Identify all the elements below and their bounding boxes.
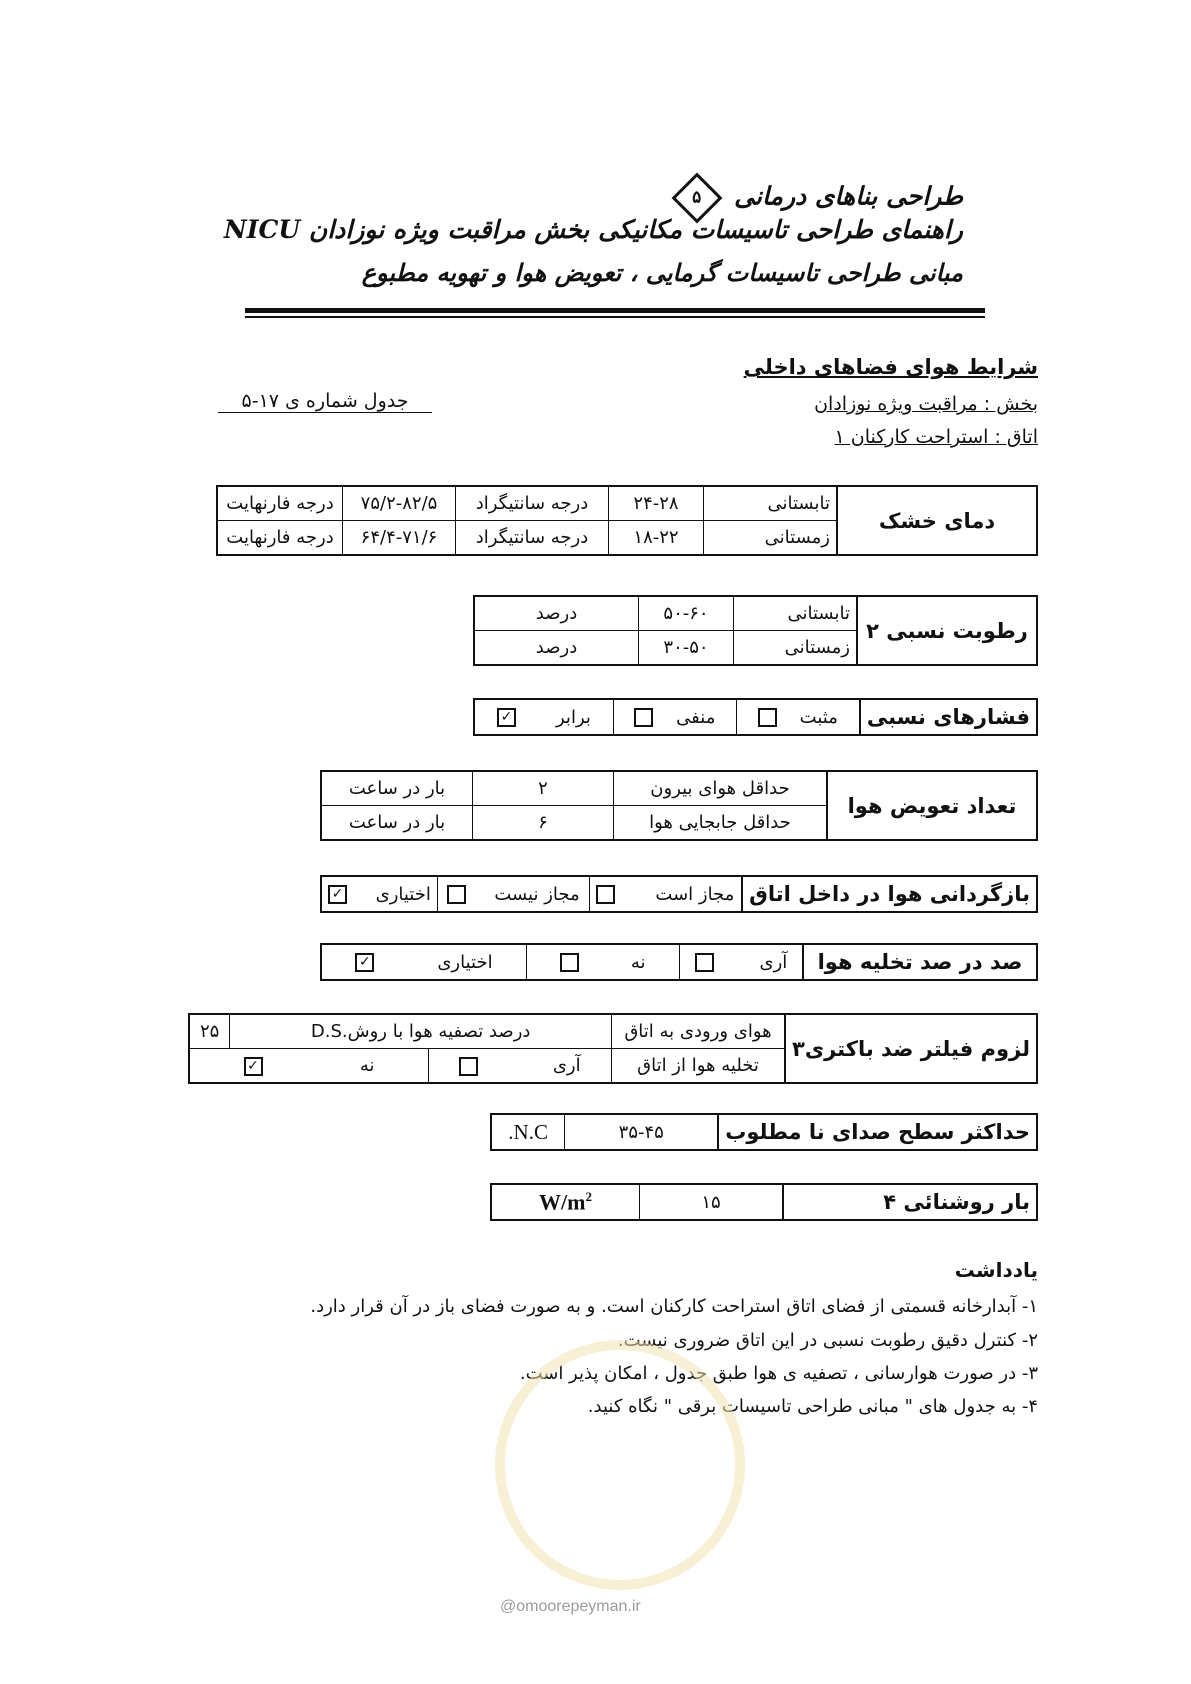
- header-divider-thin: [245, 316, 985, 318]
- summer-celsius: ۲۴-۲۸: [609, 486, 704, 521]
- dry-temp-label: دمای خشک: [837, 486, 1037, 555]
- recirculation-label: بازگردانی هوا در داخل اتاق: [742, 876, 1037, 912]
- noise-unit: N.C.: [491, 1114, 565, 1150]
- filter-label: لزوم فیلتر ضد باکتری۳: [785, 1014, 1037, 1083]
- noise-label: حداکثر سطح صدای نا مطلوب: [718, 1114, 1037, 1150]
- per-hour-unit: بار در ساعت: [321, 806, 473, 841]
- exhaust-option-optional: اختیاری ✓: [321, 944, 527, 980]
- watermark-text: @omoorepeyman.ir: [500, 1598, 641, 1615]
- summer-label: تابستانی: [734, 596, 858, 631]
- min-air-exchange-value: ۶: [473, 806, 614, 841]
- checkbox-not-allowed[interactable]: [447, 885, 466, 904]
- room-label: اتاق : استراحت کارکنان ۱: [834, 426, 1038, 448]
- chapter-badge: ۵: [672, 173, 723, 224]
- filtration-percent: ۲۵: [189, 1014, 230, 1049]
- pressure-option-negative: منفی: [613, 699, 736, 735]
- checkbox-filter-no[interactable]: ✓: [244, 1057, 263, 1076]
- summer-fahrenheit: ۷۵/۲-۸۲/۵: [343, 486, 456, 521]
- indoor-conditions-title: شرایط هوای فضاهای داخلی: [743, 355, 1038, 379]
- winter-label: زمستانی: [704, 521, 838, 556]
- filter-option-no: نه ✓: [189, 1049, 429, 1084]
- department-label: بخش : مراقبت ویژه نوزادان: [814, 393, 1038, 415]
- winter-label: زمستانی: [734, 631, 858, 666]
- min-air-exchange: حداقل جابجایی هوا: [614, 806, 828, 841]
- humidity-table: [473, 595, 1038, 666]
- dry-temperature-table: [216, 485, 1038, 556]
- pressure-table: [473, 698, 1038, 736]
- winter-fahrenheit: ۶۴/۴-۷۱/۶: [343, 521, 456, 556]
- exhaust-table: [320, 943, 1038, 981]
- noise-value: ۳۵-۴۵: [565, 1114, 719, 1150]
- winter-humidity: ۳۰-۵۰: [639, 631, 734, 666]
- exhaust-air-label: تخلیه هوا از اتاق: [612, 1049, 786, 1084]
- checkbox-optional[interactable]: ✓: [355, 953, 374, 972]
- winter-celsius: ۱۸-۲۲: [609, 521, 704, 556]
- exhaust-option-yes: آری: [680, 944, 804, 980]
- doc-section-title: مبانی طراحی تاسیسات گرمایی ، تعویض هوا و تهویه مطبوع: [361, 258, 963, 287]
- lighting-table: [490, 1183, 1038, 1221]
- filter-option-yes: آری: [429, 1049, 612, 1084]
- pressure-option-positive: مثبت: [736, 699, 860, 735]
- supply-air-label: هوای ورودی به اتاق: [612, 1014, 786, 1049]
- pressure-label: فشارهای نسبی: [860, 699, 1037, 735]
- checkbox-filter-yes[interactable]: [459, 1057, 478, 1076]
- checkbox-positive[interactable]: [758, 708, 777, 727]
- series-title-text: طراحی بناهای درمانی: [734, 181, 963, 211]
- checkbox-yes[interactable]: [695, 953, 714, 972]
- note-item: ۳- در صورت هوارسانی ، تصفیه ی هوا طبق جدول ، امکان پذیر است.: [519, 1363, 1038, 1384]
- humidity-label: رطوبت نسبی ۲: [857, 596, 1037, 665]
- recirculation-table: [320, 875, 1038, 913]
- noise-table: [490, 1113, 1038, 1151]
- pressure-option-equal: برابر ✓: [474, 699, 613, 735]
- lighting-unit: $W/m^2$: [491, 1184, 640, 1220]
- notes-title: یادداشت: [954, 1258, 1038, 1282]
- checkbox-allowed[interactable]: [596, 885, 615, 904]
- doc-series-title: [679, 180, 963, 216]
- celsius-unit: درجه سانتیگراد: [456, 486, 609, 521]
- header-divider: [245, 308, 985, 313]
- table-number: جدول شماره ی ۱۷-۵: [218, 390, 432, 413]
- per-hour-unit: بار در ساعت: [321, 771, 473, 806]
- recirc-option-optional: اختیاری ✓: [321, 876, 437, 912]
- checkbox-optional[interactable]: ✓: [328, 885, 347, 904]
- percent-unit: درصد: [474, 631, 639, 666]
- percent-unit: درصد: [474, 596, 639, 631]
- checkbox-equal[interactable]: ✓: [497, 708, 516, 727]
- fahrenheit-unit: درجه فارنهایت: [217, 486, 343, 521]
- checkbox-no[interactable]: [560, 953, 579, 972]
- recirc-option-not-allowed: مجاز نیست: [437, 876, 589, 912]
- exhaust-label: صد در صد تخلیه هوا: [803, 944, 1037, 980]
- summer-label: تابستانی: [704, 486, 838, 521]
- lighting-value: ۱۵: [640, 1184, 784, 1220]
- air-changes-label: تعداد تعویض هوا: [827, 771, 1037, 840]
- doc-guide-title: راهنمای طراحی تاسیسات مکانیکی بخش مراقبت ویژه نوزادان NICU: [223, 215, 963, 244]
- note-item: ۲- کنترل دقیق رطوبت نسبی در این اتاق ضروری نیست.: [617, 1330, 1038, 1351]
- note-item: ۱- آبدارخانه قسمتی از فضای اتاق استراحت کارکنان است. و به صورت فضای باز در آن قرار دارد.: [310, 1296, 1038, 1317]
- watermark-seal-icon: [495, 1340, 745, 1590]
- min-outdoor-air: حداقل هوای بیرون: [614, 771, 828, 806]
- air-changes-table: [320, 770, 1038, 841]
- checkbox-negative[interactable]: [634, 708, 653, 727]
- summer-humidity: ۵۰-۶۰: [639, 596, 734, 631]
- exhaust-option-no: نه: [527, 944, 680, 980]
- lighting-label: بار روشنائی ۴: [783, 1184, 1037, 1220]
- note-item: ۴- به جدول های " مبانی طراحی تاسیسات برقی " نگاه کنید.: [587, 1396, 1038, 1417]
- celsius-unit: درجه سانتیگراد: [456, 521, 609, 556]
- fahrenheit-unit: درجه فارنهایت: [217, 521, 343, 556]
- antibacterial-filter-table: [188, 1013, 1038, 1084]
- filtration-method-desc: درصد تصفیه هوا با روش.D.S: [230, 1014, 612, 1049]
- min-outdoor-air-value: ۲: [473, 771, 614, 806]
- recirc-option-allowed: مجاز است: [589, 876, 742, 912]
